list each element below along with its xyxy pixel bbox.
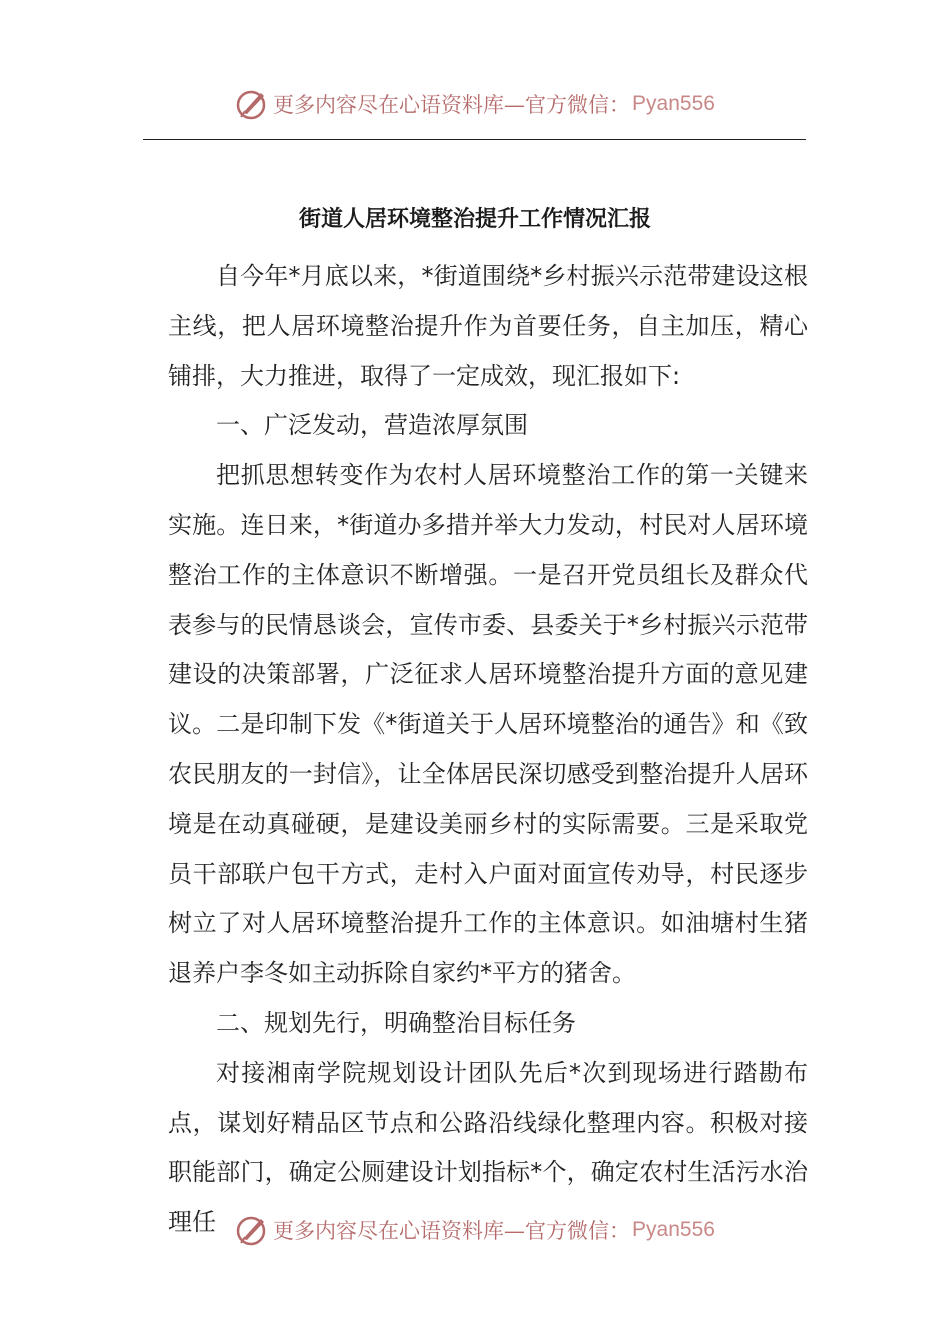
footer-banner-text: 更多内容尽在心语资料库—官方微信：	[273, 1219, 631, 1243]
intro-paragraph: 自今年*月底以来，*街道围绕*乡村振兴示范带建设这根主线，把人居环境整治提升作为首要任务，自主加压，精心铺排，大力推进，取得了一定成效，现汇报如下:	[168, 262, 808, 390]
section1-heading: 一、广泛发动，营造浓厚氛围	[216, 411, 528, 440]
header-banner	[0, 84, 950, 124]
footer-wechat-id: Pyan556	[632, 1218, 715, 1241]
section1-paragraph: 把抓思想转变作为农村人居环境整治工作的第一关键来实施。连日来，*街道办多措并举大力发动，村民对人居环境整治工作的主体意识不断增强。一是召开党员组长及群众代表参与的民情恳谈会，宣传市委、县委关于*乡村振兴示范带建设的决策部署，广泛征求人居环境整治提升方面的意见建议。二是印制下发《*街道关于人居环境整治的通告》和《致农民朋友的一封信》，让全体居民深切感受到整治提升人居环境是在动真碰硬，是建设美丽乡村的实际需要。三是采取党员干部联户包干方式，走村入户面对面宣传劝导，村民逐步树立了对人居环境整治提升工作的主体意识。如油塘村生猪退养户李冬如主动拆除自家约*平方的猪舍。	[168, 461, 808, 988]
header-divider	[143, 139, 806, 140]
quill-logo-icon	[235, 1213, 269, 1247]
header-wechat-id: Pyan556	[632, 92, 715, 115]
document-title: 街道人居环境整治提升工作情况汇报	[298, 207, 651, 232]
section2-paragraph: 对接湘南学院规划设计团队先后*次到现场进行踏勘布点，谋划好精品区节点和公路沿线绿化整理内容。积极对接职能部门，确定公厕建设计划指标*个，确定农村生活污水治理任	[168, 1058, 808, 1237]
section2-heading: 二、规划先行，明确整治目标任务	[216, 1008, 576, 1037]
document-body	[168, 252, 808, 1248]
quill-logo-icon	[235, 87, 269, 121]
footer-banner	[0, 1210, 950, 1250]
header-banner-text: 更多内容尽在心语资料库—官方微信：	[273, 93, 631, 117]
